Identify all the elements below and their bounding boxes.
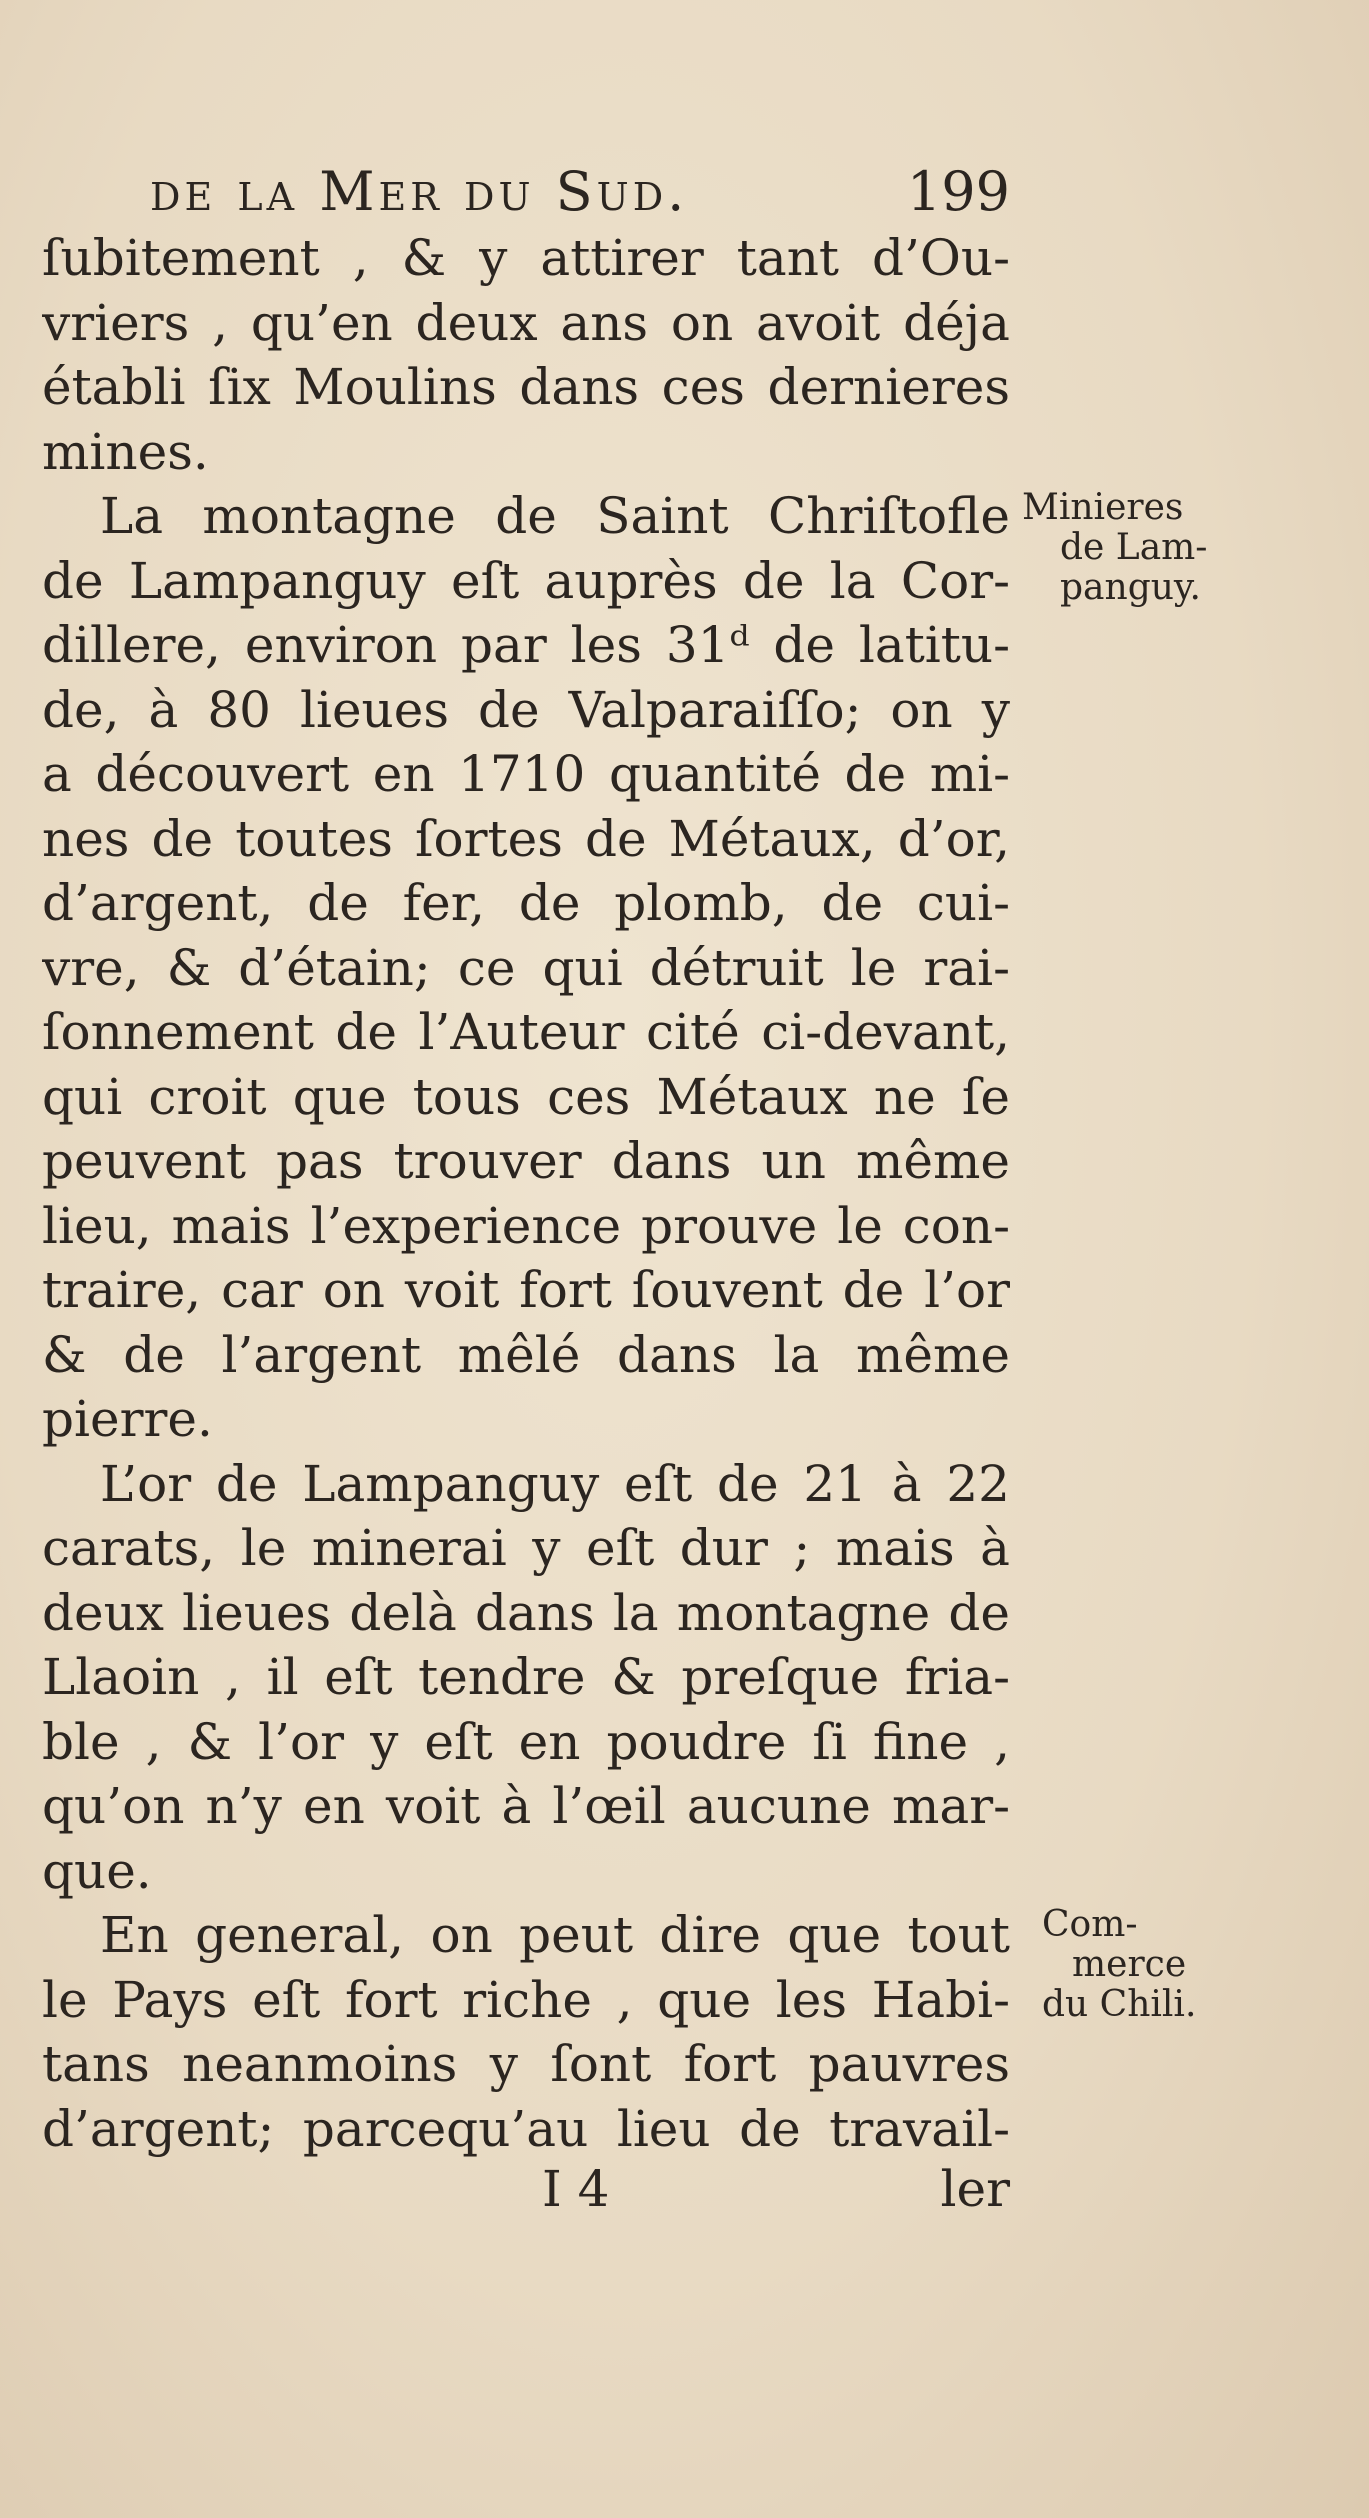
text-line: L’or de Lampanguy eſt de 21 à 22: [100, 1454, 1010, 1513]
text-line: d’argent; parcequ’au lieu de travail-: [42, 2099, 1010, 2158]
text-line: mines.: [42, 422, 209, 481]
text-line: tans neanmoins y ſont fort pauvres: [42, 2035, 1010, 2093]
text-line: La montagne de Saint Chriſtofle: [100, 487, 1010, 545]
text-line: établi ſix Moulins dans ces dernieres: [42, 358, 1010, 416]
marginal-note-line: du Chili.: [1042, 1984, 1197, 2025]
text-line: que.: [42, 1841, 152, 1900]
text-line: pierre.: [42, 1390, 213, 1448]
page-footer: [150, 2160, 1010, 2224]
marginal-note-line: panguy.: [1060, 567, 1201, 608]
marginal-note-line: Minieres: [1022, 487, 1184, 528]
text-line: vre, & d’étain; ce qui détruit le rai-: [42, 938, 1010, 997]
text-line: qui croit que tous ces Métaux ne ſe: [42, 1067, 1010, 1126]
text-line: qu’on n’y en voit à l’œil aucune mar-: [42, 1777, 1010, 1835]
text-line: deux lieues delà dans la montagne de: [42, 1583, 1010, 1642]
text-line: traire, car on voit fort ſouvent de l’or: [42, 1261, 1010, 1319]
text-line: d’argent, de fer, de plomb, de cui-: [42, 874, 1010, 932]
text-line: peuvent pas trouver dans un même: [42, 1132, 1010, 1190]
text-line: En general, on peut dire que tout: [100, 1906, 1010, 1964]
text-line: ſonnement de l’Auteur cité ci-devant,: [42, 1003, 1010, 1061]
text-line: le Pays eſt fort riche , que les Habi-: [42, 1970, 1010, 2029]
signature-mark: I 4: [542, 2160, 610, 2218]
marginal-note-line: merce: [1072, 1944, 1187, 1985]
page-header: [150, 160, 1010, 230]
text-line: lieu, mais l’experience prouve le con-: [42, 1196, 1010, 1255]
page-number: 199: [906, 160, 1010, 223]
text-line: ſubitement , & y attirer tant d’Ou-: [42, 229, 1010, 287]
marginal-note-minieres: [1022, 488, 1207, 608]
text-line: & de l’argent mêlé dans la même: [42, 1325, 1010, 1384]
text-line: carats, le minerai y eſt dur ; mais à: [42, 1519, 1010, 1577]
marginal-note-commerce: [1042, 1905, 1196, 2025]
catchword: ler: [940, 2160, 1010, 2218]
running-title: de la Mer du Sud.: [150, 160, 689, 223]
text-line: nes de toutes ſortes de Métaux, d’or,: [42, 809, 1010, 868]
marginal-note-line: Com-: [1042, 1904, 1138, 1945]
body-text: [42, 226, 1010, 2161]
text-line: Llaoin , il eſt tendre & preſque fria-: [42, 1648, 1010, 1706]
text-line: ble , & l’or y eſt en poudre ſi fine ,: [42, 1712, 1010, 1771]
text-line: a découvert en 1710 quantité de mi-: [42, 745, 1010, 803]
text-line: dillere, environ par les 31ᵈ de latitu-: [42, 616, 1010, 674]
text-line: vriers , qu’en deux ans on avoit déja: [42, 293, 1010, 352]
marginal-note-line: de Lam-: [1060, 527, 1208, 568]
text-line: de, à 80 lieues de Valparaiſſo; on y: [42, 680, 1010, 739]
text-line: de Lampanguy eſt auprès de la Cor-: [42, 551, 1010, 610]
